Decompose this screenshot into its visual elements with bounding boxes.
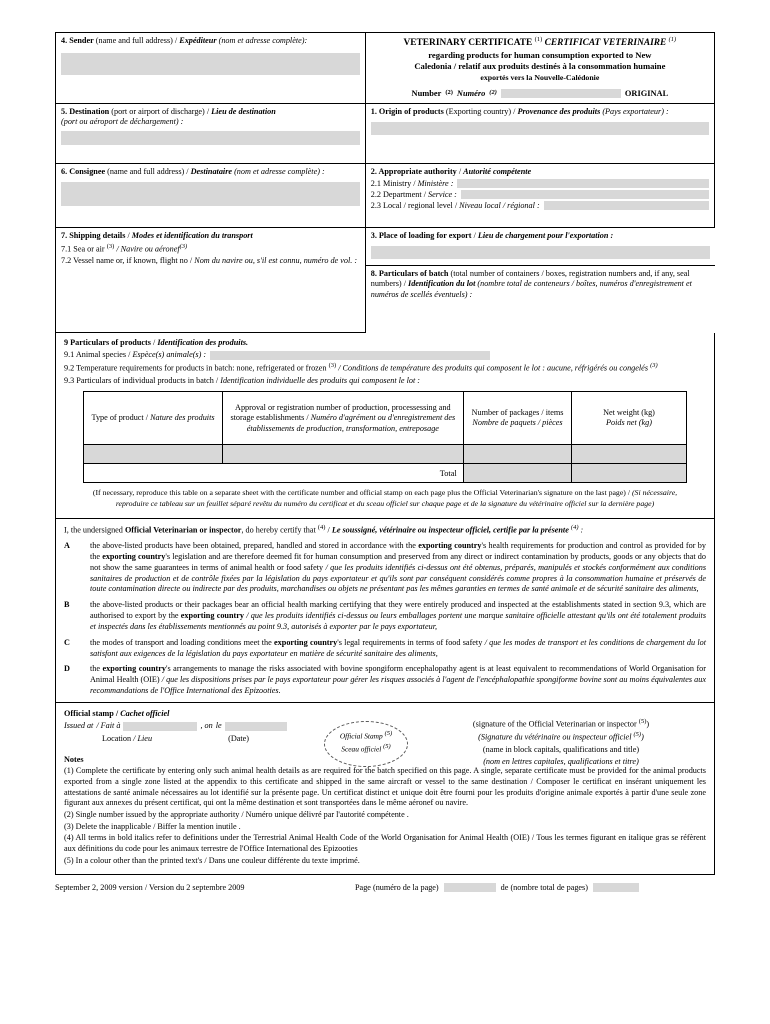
col-number-packages	[463, 392, 571, 445]
clause-b-en-1: the above-listed products or their packages bear an official health marking certifying that they were entirely produced and inspected at the establishments stated in section 9.3, which are authorised to export by the	[90, 600, 706, 621]
undersigned-intro-fr: Le soussigné, vétérinaire ou inspecteur officiel, certifie par la présente	[331, 525, 571, 535]
col-type-fr: Nature des produits	[150, 413, 215, 423]
right-stack-grid	[366, 228, 715, 333]
location-label-en: Location	[102, 734, 132, 744]
col-approval-en: Approval or registration number of production, processessing and storage establishments	[230, 403, 451, 423]
undersigned-intro-fr-sup: (4)	[570, 523, 579, 531]
authority-department-row	[371, 190, 709, 199]
cert-title-en: VETERINARY CERTIFICATE	[403, 38, 535, 49]
authority-ministry-input[interactable]	[457, 179, 709, 188]
signature-column	[416, 717, 706, 768]
authority-number: 2. Appropriate authority	[370, 166, 457, 176]
authority-local-fr: Niveau local / régional :	[459, 201, 540, 211]
section-9-1-fr: Espèce(s) animale(s) :	[132, 350, 207, 360]
authority-department-fr: Service :	[428, 190, 457, 200]
signature-en-end: )	[646, 719, 650, 729]
products-table	[83, 391, 686, 483]
clause-a-bold-1: exporting country	[418, 541, 482, 551]
col-weight-en: Net weight (kg)	[603, 408, 655, 418]
cert-subtitle-2: Caledonia / relatif aux produits destinés à la consommation humaine	[414, 61, 666, 72]
table-footnote-fr: (Si nécessaire, reproduire ce tableau sur un feuillet séparé revêtu du numéro du certificat et du sceau officiel sur chaque page et de la signature du vétérinaire officiel sur la dernière page)	[115, 488, 678, 508]
col-type-sep: /	[143, 413, 151, 423]
col-approval-number	[222, 392, 463, 445]
signature-en-sup: (5)	[638, 717, 647, 725]
signature-en: (signature of the Official Veterinarian or inspector	[472, 719, 639, 729]
consignee-input[interactable]	[61, 182, 360, 206]
stamp-circle-en-sup: (5)	[384, 729, 393, 737]
note-4: (4) All terms in bold italics refer to definitions under the Terrestrial Animal Health Code of the World Organisation for Animal Health (OIE) / Tous les termes figurant en italique gras se réfèrent aux définitions du code pour les animaux terrestre de l'Office International des Epizooties	[64, 833, 706, 854]
shipping-line1-sup: (3)	[106, 243, 115, 251]
origin-label-fr: Provenance des produits	[517, 106, 601, 116]
total-weight-input[interactable]	[572, 464, 686, 483]
col-approval-fr: Numéro d'agrément ou d'enregistrement des établissements de production, transformation, entreposage	[246, 413, 456, 433]
cell-net-weight[interactable]	[572, 445, 686, 464]
clause-c-bold-1: exporting country	[274, 637, 338, 647]
footer-total-pages-input[interactable]	[593, 883, 639, 892]
clause-c-key: C	[64, 637, 70, 647]
undersigned-intro-role: Official Veterinarian or inspector	[124, 525, 242, 535]
clause-a-en-1: the above-listed products have been obtained, prepared, handled and stored in accordance with the	[90, 541, 419, 551]
authority-department-en: 2.2 Department /	[370, 190, 429, 200]
notes-title: Notes	[64, 754, 84, 764]
shipping-line2-fr: Nom du navire ou, s'il est connu, numéro de vol. :	[194, 256, 358, 266]
section-9	[55, 333, 715, 518]
animal-species-input[interactable]	[210, 351, 490, 360]
undersigned-intro-c: , do hereby certify that	[241, 525, 318, 535]
certificate-number-input[interactable]	[501, 89, 621, 98]
clause-c-en-1: the modes of transport and loading conditions meet the	[90, 637, 275, 647]
clause-c-en-2: 's legal requirements in terms of food safety	[337, 637, 485, 647]
note-1: (1) Complete the certificate by entering only such animal health details as are required for the batch specified on this page. A single, separate certificate must be provided for the animal products exported from a single zone listed at the appendix to this certificate and shipped in the same aircraft or vessel to the same destination / Composer le certificat en insérant uniquement les attestations de santé animale nécessaires au lot identifié sur la présente page. Un certificat distinct et unique doit être fourni pour les produits d'origine animale exportés à partir d'une seule zone figurant aux annexes du présent certificat, qui ont la même destination et sont transportées dans le même aéronef ou navire.	[64, 766, 706, 808]
number-label-en: Number	[411, 88, 442, 98]
sender-label-fr2: (nom et adresse complète):	[216, 36, 308, 45]
undersigned-intro-a: I, the undersigned	[64, 525, 125, 535]
signature-fr-sup: (5)	[633, 731, 642, 739]
box-batch[interactable]	[366, 265, 715, 333]
clause-a-body	[90, 541, 706, 595]
cert-subtitle-3: exportés vers la Nouvelle-Calédonie	[480, 73, 600, 82]
table-footnote-en: (If necessary, reproduce this table on a separate sheet with the certificate number and official stamp on each page plus the Official Veterinarian's signature on the last page) /	[92, 488, 632, 498]
clause-c	[64, 638, 706, 660]
cert-title-fr-sup: (1)	[668, 36, 677, 43]
box-sender[interactable]	[56, 33, 366, 104]
sender-number: 4. Sender	[61, 36, 94, 45]
stamp-circle-fr: Sceau officiel	[341, 744, 384, 754]
destination-label-fr2: (port ou aéroport de déchargement) :	[61, 117, 184, 127]
loading-label-fr: Lieu de chargement pour l'exportation :	[477, 230, 614, 240]
note-2: (2) Single number issued by the appropriate authority / Numéro unique délivré par l'autorité compétente .	[64, 810, 409, 820]
clause-a-bold-2: exporting country	[102, 551, 166, 561]
box-loading[interactable]	[366, 228, 715, 266]
official-stamp-section	[55, 703, 715, 876]
destination-label-fr: Lieu de destination	[211, 106, 276, 116]
origin-label-en: (Exporting country) /	[443, 106, 518, 116]
products-total-row	[84, 464, 686, 483]
clause-a-en-3: 's legislation and are therefore deemed fit for human consumption and preserved from any direct or indirect contamination by products, goods or any objects that do not show the same guarantees in terms of animal health or food safety	[90, 551, 706, 572]
original-label: ORIGINAL	[624, 88, 669, 98]
batch-number: 8. Particulars of batch	[370, 268, 449, 278]
signature-fr-end: )	[641, 733, 644, 743]
authority-ministry-en: 2.1 Ministry /	[370, 179, 418, 189]
clause-d	[64, 664, 706, 696]
undersigned-intro-fr-end: :	[578, 525, 584, 535]
origin-number: 1. Origin of products	[370, 106, 444, 116]
clause-b-bold-1: exporting country	[180, 611, 244, 621]
origin-input[interactable]	[371, 122, 709, 135]
clause-a-key: A	[64, 541, 70, 551]
section-9-2-en: 9.2 Temperature requirements for products in batch: none, refrigerated or frozen	[64, 363, 329, 373]
signature-name-fr: (nom en lettres capitales, qualifications et titre)	[483, 756, 639, 766]
clause-d-bold-1: exporting country	[102, 664, 166, 674]
signature-fr: (Signature du vétérinaire ou inspecteur officiel	[478, 733, 634, 743]
col-weight-fr: Poids net (kg)	[606, 418, 652, 428]
number-label-fr: Numéro	[456, 88, 486, 98]
shipping-sep: /	[125, 230, 132, 240]
table-footnote	[78, 488, 692, 508]
sender-label-en: (name and full address) /	[93, 36, 180, 45]
stamp-title-en: Official stamp	[64, 708, 114, 718]
col-net-weight	[572, 392, 686, 445]
cert-subtitle-1: regarding products for human consumption exported to New	[428, 49, 652, 60]
total-label: Total	[84, 464, 464, 483]
cert-title-fr: CERTIFICAT VETERINAIRE	[544, 38, 669, 49]
col-approval-sep: /	[304, 413, 311, 423]
batch-label-en: (total number of containers / boxes, registration numbers and, if any, seal numbers) /	[370, 268, 690, 289]
section-9-1-en: 9.1 Animal species /	[64, 350, 133, 360]
cell-number-packages[interactable]	[463, 445, 571, 464]
sender-label-fr: Expéditeur	[179, 36, 217, 45]
certificate-sheet	[55, 32, 715, 892]
shipping-number: 7. Shipping details	[61, 230, 126, 240]
official-stamp-circle[interactable]	[324, 721, 408, 767]
shipping-line1-fr: / Navire ou aéronef	[114, 245, 180, 255]
issued-place-input[interactable]	[123, 722, 197, 731]
footer-page-input[interactable]	[444, 883, 496, 892]
box-origin[interactable]	[365, 103, 714, 163]
total-packages-input[interactable]	[463, 464, 571, 483]
consignee-number: 6. Consignee	[61, 166, 106, 176]
destination-input[interactable]	[61, 131, 360, 145]
destination-label-en: (port or airport of discharge) /	[109, 106, 212, 116]
clause-d-key: D	[64, 664, 70, 674]
consignee-label-fr: Destinataire	[190, 166, 233, 176]
stamp-circle-en: Official Stamp	[339, 731, 385, 741]
note-3: (3) Delete the inapplicable / Biffer la mention inutile .	[64, 821, 241, 831]
section-9-number: 9 Particulars of products	[64, 338, 151, 348]
location-label-fr: / Lieu	[131, 734, 153, 744]
top-grid	[55, 32, 715, 333]
stamp-title-fr: Cachet officiel	[120, 708, 170, 718]
sender-input[interactable]	[61, 53, 360, 75]
section-9-3	[64, 376, 706, 387]
clause-b	[64, 600, 706, 632]
consignee-label-fr2: (nom et adresse complète) :	[232, 166, 325, 176]
section-9-title	[64, 338, 706, 349]
box-right-stack	[365, 227, 714, 333]
stamp-title-sep: /	[113, 708, 121, 718]
section-9-2	[64, 362, 706, 375]
section-9-2-fr-sup: (3)	[650, 362, 658, 370]
cell-type-of-product[interactable]	[84, 445, 223, 464]
loading-number: 3. Place of loading for export	[370, 230, 472, 240]
issued-on-en: , on	[200, 721, 213, 731]
batch-label-fr: Identification du lot	[408, 279, 476, 289]
notes-list	[64, 766, 706, 866]
section-9-3-en: 9.3 Particulars of individual products in batch /	[64, 375, 221, 385]
box-certificate-header	[365, 33, 714, 104]
clause-c-fr: / que les modes de transport et les conditions de chargement du lot satisfont aux exigences de la législation du pays exportateur en matière de sécurité sanitaire des aliments,	[90, 637, 706, 658]
clause-a-en-2: 's health requirements for production and control as provided for by the	[90, 541, 706, 561]
authority-local-en: 2.3 Local / regional level /	[370, 201, 460, 211]
shipping-line1-en: 7.1 Sea or air	[61, 245, 107, 255]
signature-line-fr	[416, 730, 706, 744]
cell-approval-number[interactable]	[222, 445, 463, 464]
col-type-of-product	[84, 392, 223, 445]
shipping-label-fr: Modes et identification du transport	[131, 230, 253, 240]
number-sup-en: (2)	[445, 88, 453, 96]
clause-d-fr: / que les dispositions prises par le pays exportateur pour gérer les risques associés à l'agent de l'encéphalopathie spongiforme bovine sont au moins équivalentes aux recommandations de l'Office International des Epizooties.	[90, 675, 706, 695]
section-9-2-sup: (3)	[328, 362, 337, 370]
issued-label-en: Issued at	[64, 721, 94, 731]
box-shipping[interactable]	[56, 227, 366, 333]
issued-date-input[interactable]	[225, 722, 287, 731]
date-label: (Date)	[228, 734, 250, 744]
signature-name-en: (name in block capitals, qualifications and title)	[482, 745, 640, 755]
section-9-1	[64, 350, 706, 361]
col-packages-fr: Nombre de paquets / pièces	[472, 418, 563, 428]
signature-line-en	[416, 717, 706, 731]
col-type-en: Type of product	[91, 413, 144, 423]
certificate-number-row	[371, 88, 709, 99]
destination-number: 5. Destination	[61, 106, 110, 116]
section-9-sep: /	[150, 338, 158, 348]
undersigned-intro	[64, 524, 706, 536]
section-9-title-fr: Identification des produits.	[157, 338, 249, 348]
number-sup-fr: (2)	[489, 88, 497, 96]
stamp-circle-fr-sup: (5)	[383, 742, 391, 750]
clause-d-body	[90, 664, 706, 696]
origin-label-fr2: (Pays exportateur) :	[600, 106, 669, 116]
authority-label-en: /	[456, 166, 464, 176]
clause-a	[64, 541, 706, 595]
loading-sep: /	[471, 230, 478, 240]
box-destination[interactable]	[56, 103, 366, 163]
box-consignee[interactable]	[56, 163, 366, 227]
issued-on-fr: le	[215, 721, 222, 731]
authority-department-input[interactable]	[461, 190, 709, 199]
authority-local-row	[371, 201, 709, 210]
page-footer	[55, 883, 715, 892]
loading-input[interactable]	[371, 246, 710, 259]
undersigned-intro-sup: (4)	[317, 523, 326, 531]
table-row[interactable]	[84, 445, 686, 464]
clause-d-en-1: the	[90, 664, 103, 674]
undersigned-section	[55, 519, 715, 703]
section-9-3-fr: Identification individuelle des produits qui composent le lot :	[220, 375, 421, 385]
clause-b-fr: / que les produits identifiés ci-dessus ou leurs emballages portent une marque sanitaire officielle attestant qu'ils ont été totalement produits et inspectés dans les établissements mentionnés au point 9.3, autorisés à exporter par le pays exportateur,	[90, 611, 706, 631]
shipping-line1-fr-sup: (3)	[179, 243, 188, 251]
cert-title-en-sup: (1)	[534, 36, 543, 43]
batch-label-fr2: (nombre total de conteneurs / boîtes, numéros d'enregistrement et numéros de scellés éventuels) :	[370, 279, 692, 299]
authority-ministry-row	[371, 179, 709, 188]
undersigned-sep: /	[325, 525, 332, 535]
issued-label-fr: / Fait à	[96, 721, 121, 731]
footer-of-label: de (nombre total de pages)	[500, 883, 588, 893]
col-packages-en: Number of packages / items	[471, 408, 564, 418]
clause-a-fr: / que les produits identifiés ci-dessus ont été obtenus, préparés, manipulés et stockés conformément aux conditions sanitaires de production et de contrôle fixées par la législation du pays exportateur et qu'ils sont par conséquent considérés comme propres à la consommation humaine et préservés de toute contamination directe ou indirecte par des produits, marchandises ou objets ne présentant pas les mêmes garanties en termes de santé animale et de sécurité sanitaire des aliments,	[90, 562, 706, 594]
box-authority	[365, 163, 714, 227]
clause-b-key: B	[64, 600, 70, 610]
shipping-line2	[61, 256, 360, 265]
shipping-line2-en: 7.2 Vessel name or, if known, flight no /	[61, 256, 195, 266]
footer-pagination	[355, 883, 715, 892]
authority-ministry-fr: Ministère :	[417, 179, 454, 189]
consignee-label-en: (name and full address) /	[105, 166, 191, 176]
footer-version: September 2, 2009 version / Version du 2 septembre 2009	[55, 883, 245, 893]
authority-local-input[interactable]	[544, 201, 709, 210]
shipping-line1	[61, 243, 360, 254]
clause-b-body	[90, 600, 706, 632]
note-5: (5) In a colour other than the printed text's / Dans une couleur différente du texte imprimé.	[64, 855, 360, 865]
authority-label-fr: Autorité compétente	[463, 166, 532, 176]
footer-page-label: Page (numéro de la page)	[355, 883, 439, 893]
products-table-header-row	[84, 392, 686, 445]
clause-c-body	[90, 638, 706, 660]
section-9-2-fr: / Conditions de température des produits qui composent le lot : aucune, réfrigérés ou congelés	[336, 363, 651, 373]
clause-d-en-2: 's arrangements to manage the risks associated with bovine spongiform encephalopathy agent is at least equivalent to recommendations of World Organisation for Animal Health (OIE)	[90, 664, 706, 685]
